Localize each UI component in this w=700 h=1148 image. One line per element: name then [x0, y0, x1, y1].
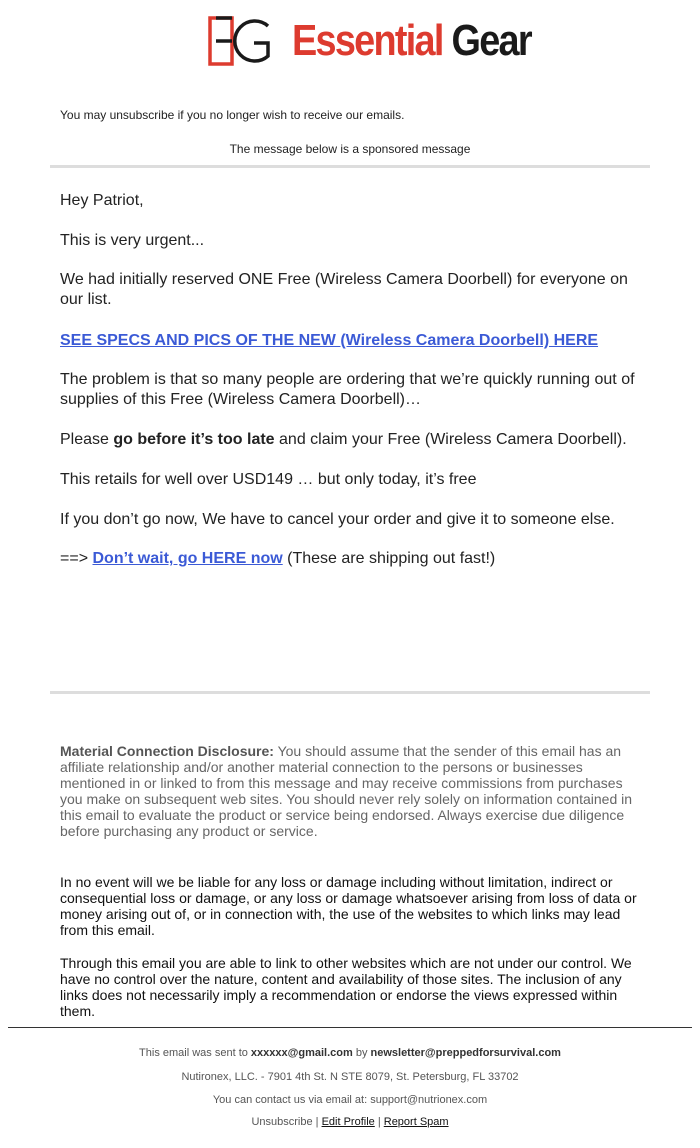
brand-word-essential: Essential	[292, 16, 443, 65]
footer-contact: You can contact us via email at: support@nutrionex.com	[212, 1094, 488, 1106]
third-party-paragraph: Through this email you are able to link to other websites which are not under our control. We have no control over the nature, content and availability of those sites. The inclusion of any links does not necessarily imply a recommendation or endorse the views expressed within them.	[60, 955, 632, 1019]
brand-wordmark	[292, 16, 531, 65]
cta-suffix: (These are shipping out fast!)	[282, 550, 496, 567]
unsubscribe-note: You may unsubscribe if you no longer wish to receive our emails.	[60, 108, 405, 122]
material-disclosure	[60, 743, 645, 839]
disclosure-text: You should assume that the sender of this email has an affiliate relationship and/or another material connection to the persons or businesses mentioned in or linked to from this message and may receive commissions from purchases you make on subsequent web sites. You should never rely solely on information contained in this email to evaluate the product or service being endorsed. Always exercise due diligence before purchasing any product or service.	[60, 743, 633, 839]
cancel-paragraph: If you don’t go now, We have to cancel your order and give it to someone else.	[60, 511, 615, 528]
footer-address: Nutironex, LLC. - 7901 4th St. N STE 8079, St. Petersburg, FL 33702	[181, 1071, 519, 1083]
report-spam-link[interactable]: Report Spam	[383, 1116, 449, 1128]
please-suffix: and claim your Free (Wireless Camera Doorbell).	[274, 431, 627, 448]
disclosure-title: Material Connection Disclosure:	[60, 743, 274, 759]
reserved-paragraph: We had initially reserved ONE Free (Wireless Camera Doorbell) for everyone on our list.	[60, 271, 628, 308]
retail-paragraph: This retails for well over USD149 … but only today, it’s free	[60, 471, 477, 488]
please-emphasis: go before it’s too late	[113, 431, 275, 448]
divider-middle	[50, 691, 650, 694]
footer-sender: newsletter@preppedforsurvival.com	[370, 1047, 561, 1059]
specs-link[interactable]: SEE SPECS AND PICS OF THE NEW (Wireless Camera Doorbell) HERE	[60, 332, 599, 349]
cta-link[interactable]: Don’t wait, go HERE now	[92, 550, 283, 567]
urgent-line: This is very urgent...	[60, 232, 205, 249]
cta-arrow: ==>	[60, 550, 93, 567]
liability-paragraph: In no event will we be liable for any loss or damage including without limitation, indirect or consequential loss or damage, or any loss or damage whatsoever arising from loss of data or money arising out of, or in connection with, the use of the websites to which links may lead from this email.	[60, 874, 637, 938]
brand-word-gear: Gear	[451, 16, 531, 65]
please-paragraph	[60, 430, 645, 450]
problem-paragraph: The problem is that so many people are ordering that we’re quickly running out of supplies of this Free (Wireless Camera Doorbell)…	[60, 371, 635, 408]
footer-links: Unsubscribe | Edit Profile | Report Spam	[251, 1116, 449, 1128]
footer-sent-to: This email was sent to xxxxxx@gmail.com by newsletter@preppedforsurvival.com	[139, 1047, 561, 1059]
eg-monogram-icon	[208, 16, 272, 66]
footer-divider	[8, 1027, 692, 1028]
cta-line	[60, 549, 645, 569]
sponsored-note: The message below is a sponsored message	[229, 142, 471, 156]
please-prefix: Please	[60, 431, 114, 448]
footer-recipient: xxxxxx@gmail.com	[250, 1047, 353, 1059]
divider-top	[50, 165, 650, 168]
brand-logo	[0, 16, 700, 71]
footer-unsubscribe: Unsubscribe	[251, 1116, 313, 1128]
greeting: Hey Patriot,	[60, 192, 144, 209]
edit-profile-link[interactable]: Edit Profile	[321, 1116, 375, 1128]
specs-link-line	[60, 331, 645, 351]
